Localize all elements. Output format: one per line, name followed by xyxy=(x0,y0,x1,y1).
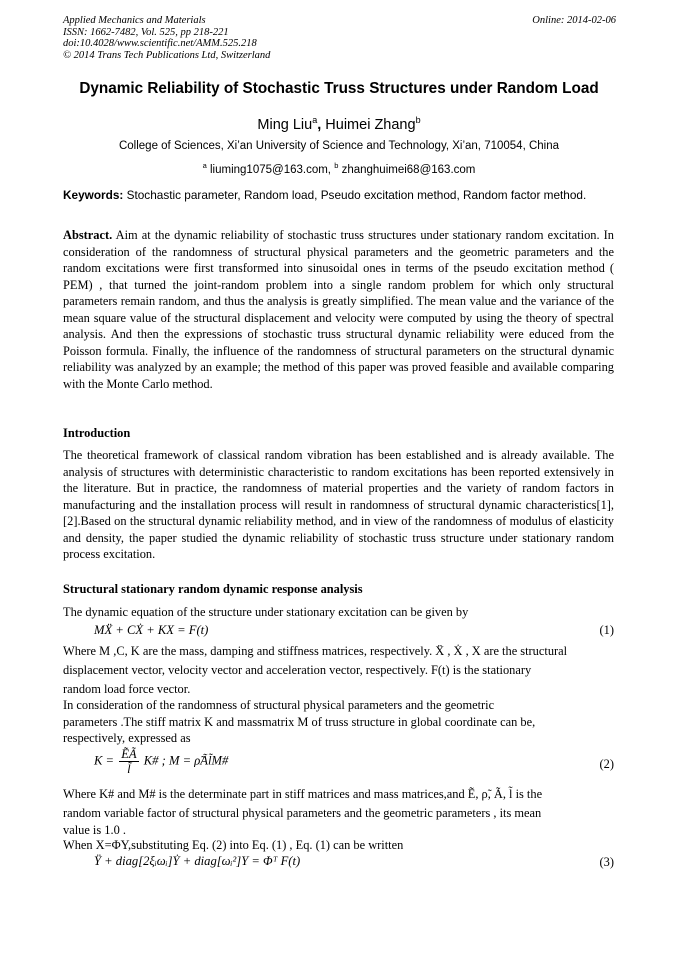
doi-line: doi:10.4028/www.scientific.net/AMM.525.218 xyxy=(63,38,257,50)
paragraph-line: The dynamic equation of the structure under stationary excitation can be given by xyxy=(63,605,469,619)
abstract-label: Abstract. xyxy=(63,228,113,242)
author-separator: , xyxy=(317,116,326,133)
equation-2-fraction xyxy=(119,747,138,776)
author-name: Huimei Zhang xyxy=(325,116,416,133)
equation-2-lhs: K = xyxy=(94,753,115,768)
introduction-text: The theoretical framework of classical random vibration has been established and is already available. The analysis of structures with deterministic characteristic to random excitations has been reported extensively in the literature. But in practice, the randomness of material properties and the variety of random factors in manufacturing and the installation process will result in randomness of structural dynamic characteristics[1], [2].Based on the structural dynamic reliability method, and in view of the randomness of modulus of elasticity and density, the paper studied the dynamic reliability of stochastic truss structure under stationary random process excitation. xyxy=(63,448,614,561)
email-link[interactable]: zhanghuimei68@163.com xyxy=(341,163,476,176)
author-sup: a xyxy=(312,115,318,125)
equation-number: (1) xyxy=(599,623,614,637)
paragraph-line: value is 1.0 . xyxy=(63,823,126,837)
paper-title: Dynamic Reliability of Stochastic Truss Structures under Random Load xyxy=(79,80,599,97)
equation-number: (3) xyxy=(599,855,614,869)
keywords-label: Keywords: xyxy=(63,188,124,202)
equation-number: (2) xyxy=(599,757,614,771)
copyright-line: © 2014 Trans Tech Publications Ltd, Switzerland xyxy=(63,49,271,61)
journal-name: Applied Mechanics and Materials xyxy=(63,15,206,26)
paragraph-line: Where M ,C, K are the mass, damping and stiffness matrices, respectively. Ẍ , Ẋ , X are the structural xyxy=(63,644,568,658)
keywords-text: Stochastic parameter, Random load, Pseudo excitation method, Random factor method. xyxy=(126,188,587,202)
paragraph-line: parameters .The stiff matrix K and massmatrix M of truss structure in global coordinate can be, xyxy=(63,715,536,729)
online-date: Online: 2014-02-06 xyxy=(532,15,616,26)
equation-1: MẌ + CẊ + KX = F(t) xyxy=(94,623,209,637)
author-line xyxy=(0,115,678,133)
email-line xyxy=(0,161,678,176)
equation-2-rhs: K# ; M = ρ̃Ãl̃M# xyxy=(143,753,229,768)
email-link[interactable]: liuming1075@163.com, xyxy=(210,163,331,176)
email-sup: b xyxy=(334,161,339,170)
keywords xyxy=(63,188,614,204)
fraction-numerator: ẼÃ xyxy=(121,747,137,761)
affiliation: College of Sciences, Xi’an University of Science and Technology, Xi’an, 710054, China xyxy=(118,140,560,152)
paragraph-line: respectively, expressed as xyxy=(63,731,191,745)
abstract xyxy=(63,227,614,392)
author-sup: b xyxy=(415,115,421,125)
paragraph-line: Where K# and M# is the determinate part in stiff matrices and mass matrices,and Ẽ, ρ̃, Ã, l̃ is the xyxy=(63,787,543,801)
paragraph-line: displacement vector, velocity vector and acceleration vector, respectively. F(t) is the stationary xyxy=(63,663,532,677)
abstract-text: Aim at the dynamic reliability of stochastic truss structures under stationary random excitation. In consideration of the randomness of structural physical parameters and the geometric parameters and the random excitations were first transformed into sinusoidal ones in terms of the pseudo excitation method ( PEM) , that turned the joint-random problem into a single random problem for which only structural parameters remain random, and thus the analysis is greatly simplified. The mean value and the variance of the mean square value of the structural displacement and velocity were computed by using the theory of spectral analysis. And then the expressions of stochastic truss structural dynamic reliability were educed from the Poisson formula. Finally, the influence of the randomness of structural parameters on the structural dynamic reliability was analyzed by an example; the method of this paper was proved feasible and available comparing with the Monte Carlo method. xyxy=(63,228,615,391)
author-name: Ming Liu xyxy=(257,116,313,133)
journal-meta xyxy=(63,15,270,61)
equation-2 xyxy=(94,747,228,776)
section-heading: Introduction xyxy=(63,426,131,440)
section-heading: Structural stationary random dynamic response analysis xyxy=(63,582,363,596)
paragraph-line: random load force vector. xyxy=(63,682,191,696)
fraction-denominator: l̃ xyxy=(127,762,131,776)
paragraph-line: When X=ΦY,substituting Eq. (2) into Eq. (1) , Eq. (1) can be written xyxy=(63,838,404,852)
issn-line: ISSN: 1662-7482, Vol. 525, pp 218-221 xyxy=(63,26,229,38)
email-sup: a xyxy=(202,161,207,170)
paragraph-line: random variable factor of structural physical parameters and the geometric parameters , its mean xyxy=(63,806,542,820)
equation-3: Ÿ + diag[2ξᵢωᵢ]Ẏ + diag[ωᵢ²]Y = Φᵀ F(t) xyxy=(94,854,301,868)
paragraph-line: In consideration of the randomness of structural physical parameters and the geometric xyxy=(63,698,495,712)
